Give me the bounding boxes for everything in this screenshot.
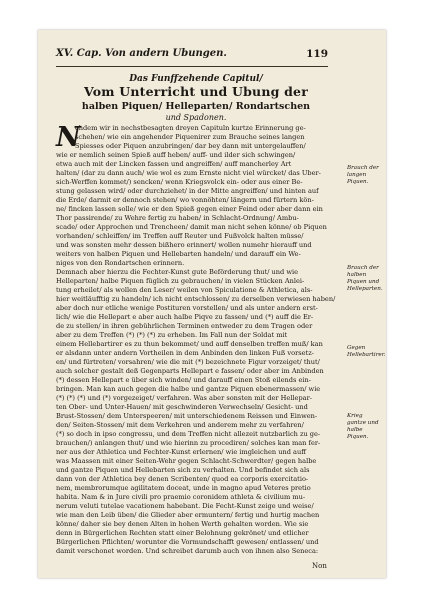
text-line: brauchen/) anlangen thut/ und wie hierinn zu procediren/ solches kan man fer-	[56, 439, 321, 447]
text-line: wie er nemlich seinen Spieß auff heben/ auff- und ilder sich schwingen/	[56, 151, 296, 159]
text-line: tung erheilet/ als wollen den Leser/ weilen von Spiculatione & Athletica, als-	[56, 286, 313, 294]
margin-note: Krieg gantze und halbe Piquen.	[347, 413, 379, 440]
text-line: nem, membrorumque agilitatem doceat, unde in magno apud Veteres pretio	[56, 484, 311, 492]
running-head-title: XV. Cap. Von andern Ubungen.	[56, 48, 227, 59]
text-line: (*) dessen Hellepart e über sich winden/ und darauff einen Stoß eilends ein-	[56, 376, 311, 384]
text-line: und gantze Piquen und Hellebarten sich zu verhalten. Und befindet sich als	[56, 466, 310, 474]
text-line: sich-Werffen kommet/) sencken/ wenn Kriegsvolck ein- oder aus einer Be-	[56, 178, 303, 186]
text-line: halten/ (dar zu dann auch/ wie wol es zum Ernste nicht viel würcket/ das Uber-	[56, 169, 321, 177]
text-line: weiters von halben Piquen und Hellebarten handeln/ und darauff ein We-	[56, 250, 301, 258]
text-line: aber zu dem Treffen (*) (*) (*) zu erheben. Im Fall nun der Soldat mit	[56, 331, 288, 339]
text-line: en/ und fürtreten/ vorsahren/ wie die mit (*) bezeichnete Figur vorzeiget/ thut/	[56, 358, 320, 366]
text-line: dann von der Athletica bey denen Scribenten/ quod ea corporis exercitatio-	[56, 475, 309, 483]
text-line: was Maassen mit einer Seiten-Wehr gegen Schlacht-Schwerdter/ gegen halbe	[56, 457, 317, 465]
text-line: denn in Bürgerlichen Rechten statt einer Belohnung gekrönet/ und etlicher	[56, 529, 309, 537]
text-line: auch solcher gestalt deß Gegenparts Hellepart e fassen/ oder aber im Anbinden	[56, 367, 324, 375]
text-line: scade/ oder Approchen und Trencheen/ damit man nicht sehen könne/ ob Piquen	[56, 223, 327, 231]
chapter-subtitle-end: und Spadonen.	[165, 113, 227, 122]
text-line: stung gelassen wird/ oder durchziehet/ in der Mitte angreiffen/ und hinten auf	[56, 187, 319, 195]
text-line: Thor passirende/ zu Wehre fertig zu haben/ in Schlacht-Ordnung/ Ambu-	[56, 214, 299, 222]
text-line: Demnach aber hierzu die Fechter-Kunst gute Beförderung thut/ und wie	[56, 268, 298, 276]
text-line: er alsdann unter andern Vortheilen in dem Anbinden den linken Fuß vorsetz-	[56, 349, 314, 357]
body-text	[56, 124, 336, 558]
running-header	[14, 48, 328, 64]
text-line: könne/ daher sie bey denen Alten in hohen Werth gehalten worden. Wie sie	[56, 520, 309, 528]
text-line: wie man den Leib üben/ die Glieder aber ermuntern/ fertig und hurtig machen	[56, 511, 320, 519]
text-line: (*) (*) (*) und (*) vorgezeiget/ verfahren. Was aber sonsten mit der Hellepar-	[56, 394, 312, 402]
text-line: Spiesses oder Piquen anzubringen/ dar bey dann mit untergelauffen/	[75, 142, 306, 150]
text-line: ner aus der Athletica und Fechter-Kunst erlernen/ wie imgleichen und auff	[56, 448, 306, 456]
text-line: und was sonsten mehr dessen bißhero erinnert/ wollen numehr hierauff und	[56, 241, 312, 249]
text-line: nerum veluti tutelae vacationem habebant. Die Fecht-Kunst zeige und weise/	[56, 502, 314, 510]
text-line: Brust-Stossen/ dem Unterspeeren/ mit unterschiedenem Reissen und Einwen-	[56, 412, 318, 420]
text-line: schehen/ wie ein angehender Piquenirer zum Brauche seines langen	[75, 133, 305, 141]
text-line: niges von den Rondartschen erinnern.	[56, 259, 185, 267]
chapter-subtitle: halben Piquen/ Helleparten/ Rondartschen	[81, 101, 311, 112]
margin-note: Brauch der langen Piquen.	[347, 165, 379, 185]
catchword: Non	[312, 562, 327, 570]
text-line: de zu stellen/ in ihren gebührlichen Terminen entweder zu dem Tragen oder	[56, 322, 313, 330]
text-line: etwa auch mit der Lincken fassen und angreiffen/ auff mancherley Art	[56, 160, 292, 168]
margin-note: Brauch der halben Piquen und Helleparten.	[347, 265, 383, 292]
chapter-number: Das Funffzehende Capitul/	[129, 74, 263, 84]
text-line: vorhanden/ schleiffen/ im Treffen auff Reuter und Fußvolck halten müsse/	[56, 232, 304, 240]
chapter-title: Vom Unterricht und Ubung der	[84, 84, 308, 99]
margin-note: Gegen Hellebartirer.	[347, 345, 386, 358]
page-number: 119	[306, 48, 328, 60]
text-line: (*) so doch in ipso congressu, und dem Treffen nicht allezeit nutzbarlich zu ge-	[56, 430, 321, 438]
text-line: damit verschonet worden. Und schreibet darumb auch von ihnen also Seneca:	[56, 547, 319, 555]
text-line: lich/ wie die Hellepart e aber auch halbe Piqve zu fassen/ und (*) auff die Er-	[56, 313, 314, 321]
text-line: den/ Seiten-Stossen/ mit dem Verkehren und anderem mehr zu verfahren/	[56, 421, 304, 429]
text-line: ne/ fincken lassen solle/ wie er den Spieß gegen einer Feind oder aber dann ein	[56, 205, 323, 213]
text-line: habita. Nam & in Jure civili pro praemio coronidem athleta & civilium mu-	[56, 493, 306, 501]
text-line: bringen. Man kan auch gegen die halbe und gantze Piquen ebenermassen/ wie	[56, 385, 321, 393]
text-line: die Erde/ darmit er dennoch stehen/ wo vonnöhten/ längern und fürtern kön-	[56, 196, 314, 204]
text-line: Bürgerlichen Pflichten/ worunter die Vormundschafft gewesen/ entlassen/ und	[56, 538, 319, 546]
text-line: einem Hellebartirer es zu thun bekommet/ und auff denselben treffen muß/ kan	[56, 340, 323, 348]
text-line: ten Ober- und Unter-Hauen/ mit geschwinderen Verwechseln/ Gesicht- und	[56, 403, 308, 411]
header-rule	[56, 66, 328, 67]
text-line: aber doch nur etliche wenige Postituren vorstellen/ und als unter andern erst-	[56, 304, 318, 312]
text-line: Helleparten/ halbe Piquen füglich zu gebrauchen/ in vielen Stücken Anlei-	[56, 277, 305, 285]
text-line: hier weitläufftig zu handeln/ ich nicht entschlossen/ zu derselben verwiesen haben/	[56, 295, 336, 303]
text-line: chdem wir in nechstbesagten dreyen Capituln kurtze Erinnerung ge-	[75, 124, 306, 132]
drop-cap: N	[56, 122, 81, 153]
